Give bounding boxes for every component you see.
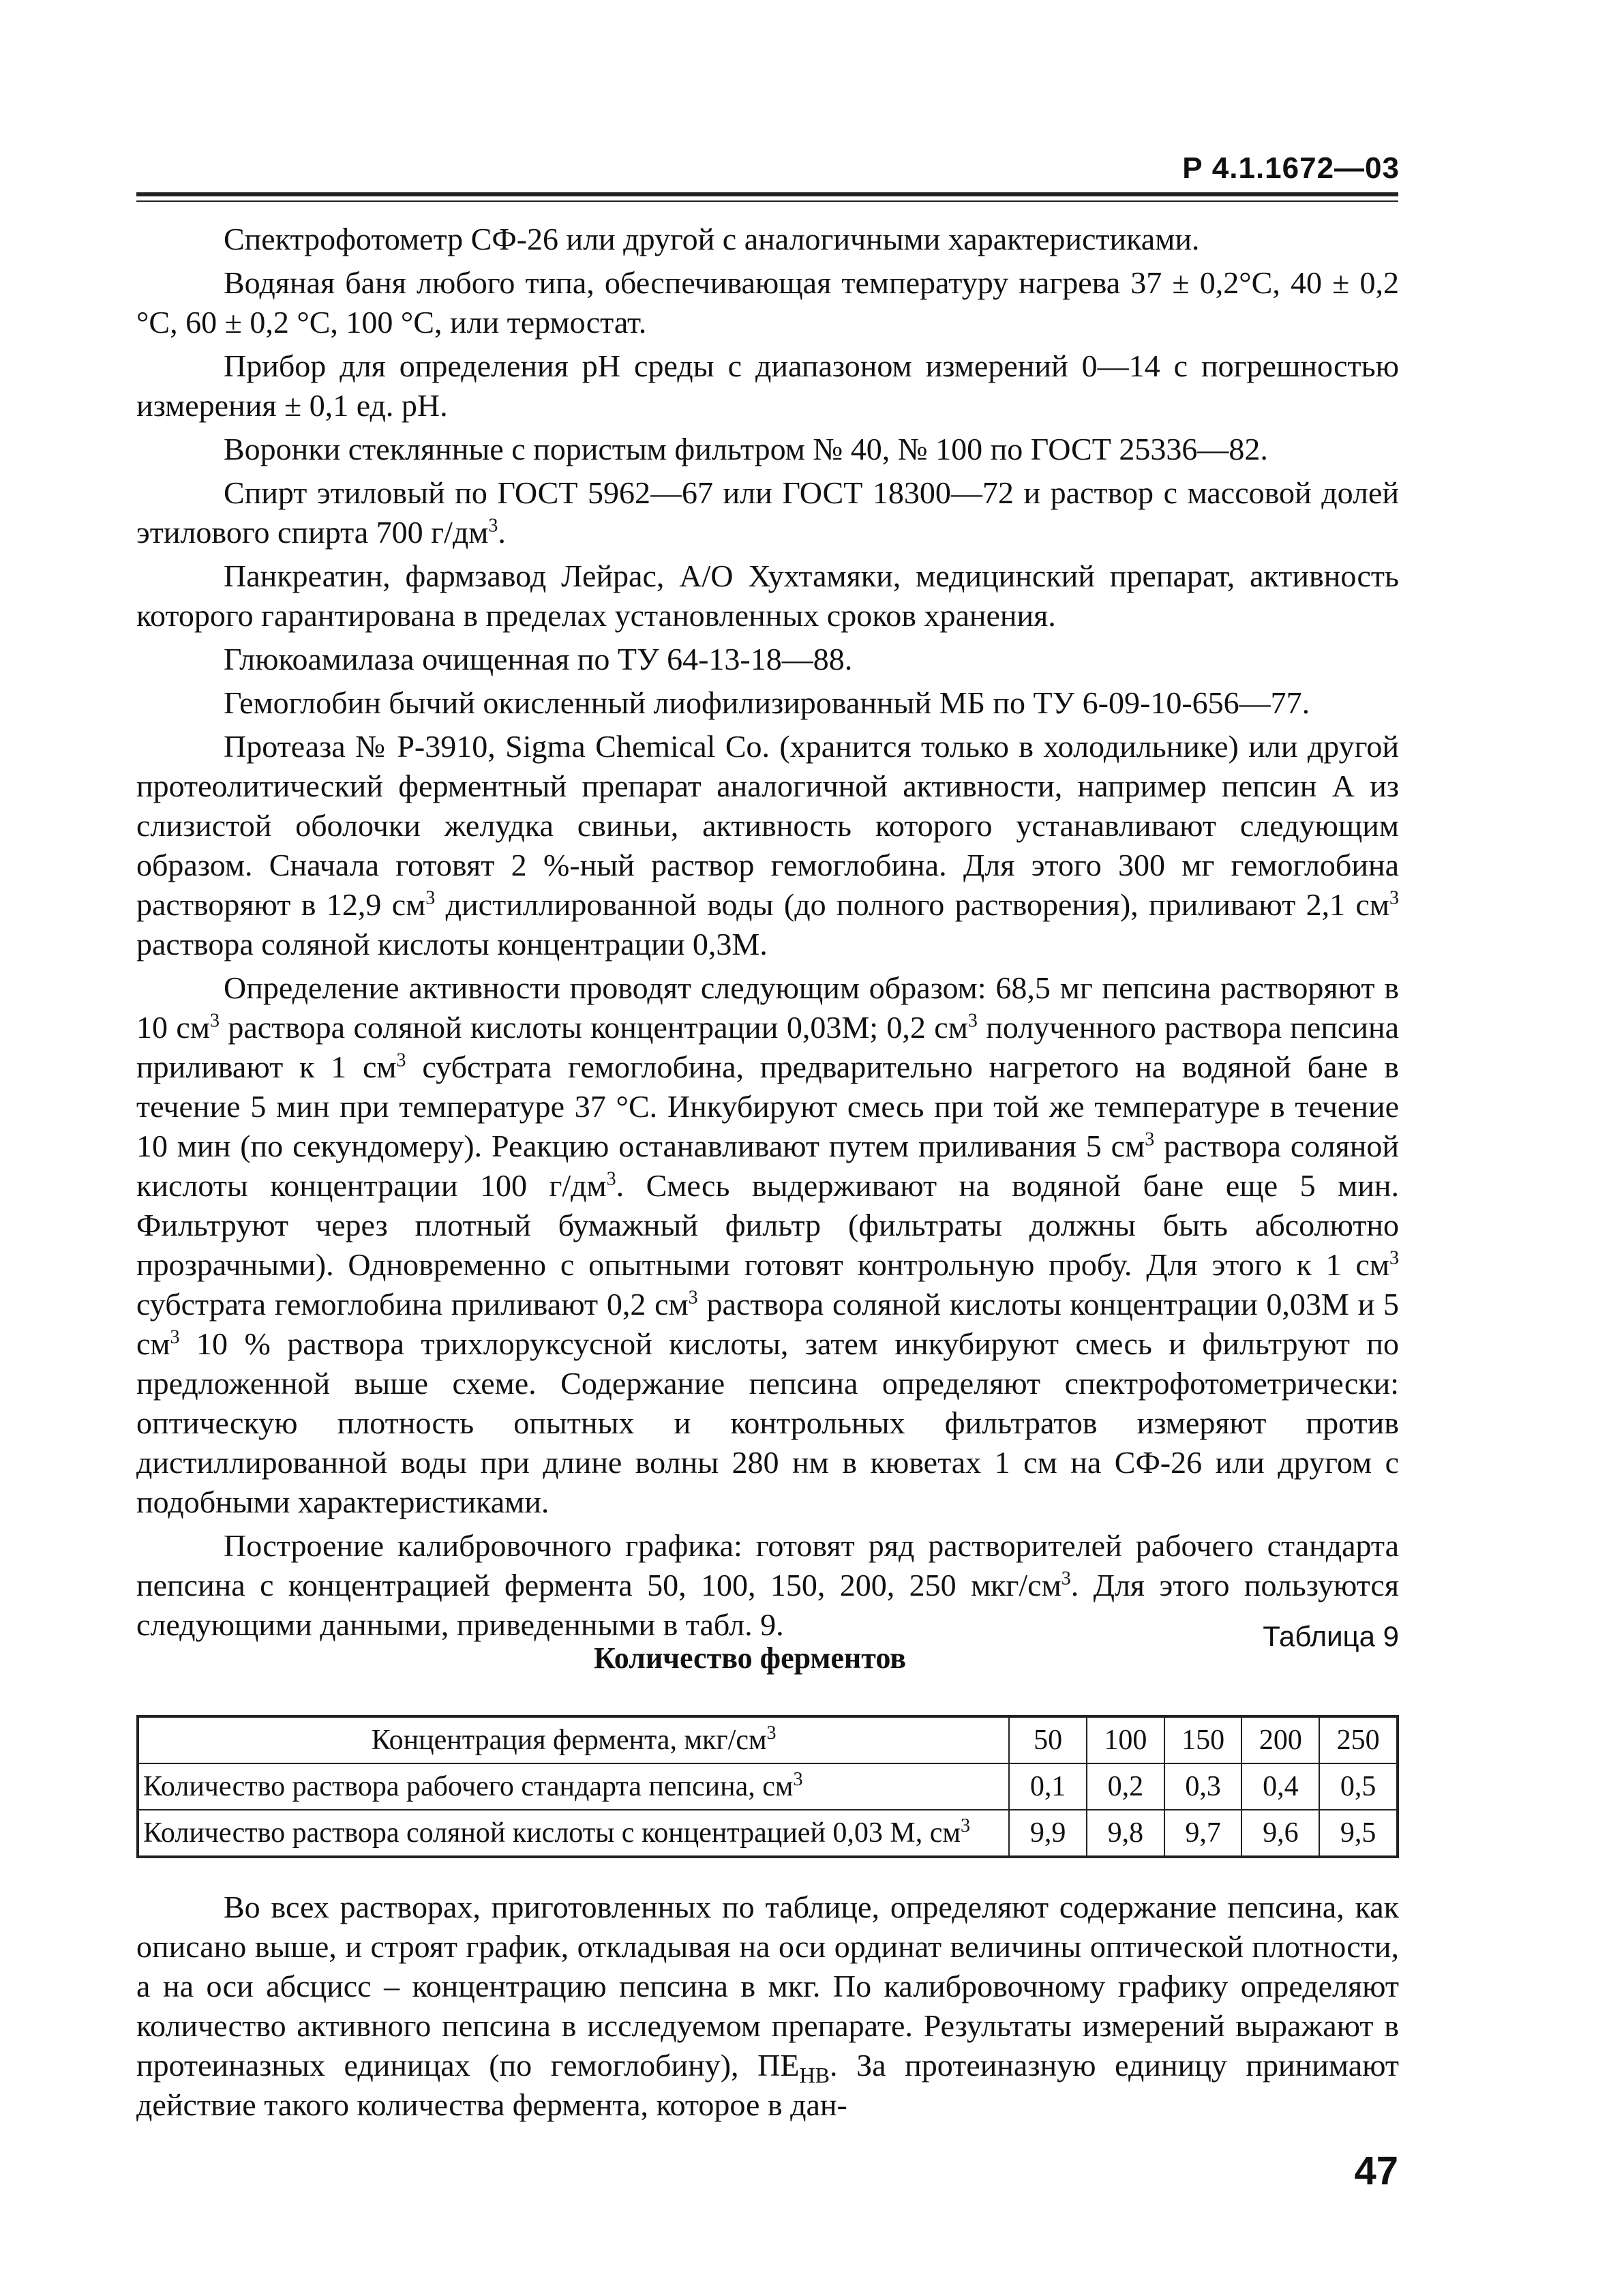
table-cell: 9,8 <box>1087 1810 1164 1857</box>
table-cell-label: Концентрация фермента, мкг/$см^3$ <box>138 1716 1009 1763</box>
table-row <box>138 1763 1398 1810</box>
table-number: Таблица 9 <box>1263 1620 1399 1652</box>
table-cell: 50 <box>1009 1716 1087 1763</box>
paragraph-pancreatin: Панкреатин, фармзавод Лейрас, А/О Хухтамяки, медицинский препарат, активность которого гарантирована в пределах установленных сроков хранения. <box>136 558 1399 633</box>
table-cell: 9,6 <box>1241 1810 1319 1857</box>
table-cell: 0,3 <box>1164 1763 1242 1810</box>
table-row <box>138 1716 1398 1763</box>
enzyme-table <box>136 1715 1399 1858</box>
body-text-after-table <box>136 1888 1399 2129</box>
table-cell: 100 <box>1087 1716 1164 1763</box>
table-cell: 150 <box>1164 1716 1242 1763</box>
table-cell: 200 <box>1241 1716 1319 1763</box>
table-cell: 9,7 <box>1164 1810 1242 1857</box>
table-row <box>138 1810 1398 1857</box>
table-cell: 0,4 <box>1241 1763 1319 1810</box>
page-number: 47 <box>1354 2149 1398 2193</box>
paragraph-glucoamylase: Глюкоамилаза очищенная по ТУ 64-13-18—88. <box>224 642 853 676</box>
paragraph-protease: Протеаза № Р-3910, Sigma Chemical Co. (хранится только в холодильнике) или другой протеолитический ферментный препарат аналогичной активности, например пепсин А из слизистой оболочки желудка свиньи, активность которого устанавливают следующим образом. Сначала готовят 2 %-ный раствор гемоглобина. Для этого 300 мг гемоглобина растворяют в 12,9 $см^3$ дистиллированной воды (до полного растворения), приливают 2,1 $см^3$ раствора соляной кислоты концентрации 0,3М. <box>136 729 1400 961</box>
table-cell: 0,5 <box>1319 1763 1398 1810</box>
paragraph-hemoglobin: Гемоглобин бычий окисленный лиофилизированный МБ по ТУ 6-09-10-656—77. <box>224 685 1310 720</box>
header-rule-thick <box>136 192 1398 196</box>
paragraph-results: Во всех растворах, приготовленных по таблице, определяют содержание пепсина, как описано выше, и строят график, откладывая на оси ординат величины оптической плотности, а на оси абсцисс – концентрацию пепсина в мкг. По калибровочному графику определяют количество активного пепсина в исследуемом препарате. Результаты измерений выражают в протеиназных единицах (по гемоглобину), $ПЕ_{НВ}$. За протеиназную единицу принимают действие такого количества фермента, которое в дан- <box>136 1890 1399 2122</box>
paragraph-water-bath: Водяная баня любого типа, обеспечивающая температуру нагрева 37 ± 0,2°С, 40 ± 0,2 °С, 60 ± 0,2 °С, 100 °С, или термостат. <box>136 265 1399 340</box>
paragraph-ph-meter: Прибор для определения pH среды с диапазоном измерений 0—14 с погрешностью измерения ± 0,1 ед. pH. <box>136 348 1399 423</box>
header-rule-thin <box>136 200 1398 202</box>
table-title: Количество ферментов <box>594 1641 906 1675</box>
table-cell: 9,9 <box>1009 1810 1087 1857</box>
table-cell: 9,5 <box>1319 1810 1398 1857</box>
table-cell-label: Количество раствора рабочего стандарта пепсина, $см^3$ <box>138 1763 1009 1810</box>
paragraph-calibration: Построение калибровочного графика: готовят ряд растворителей рабочего стандарта пепсина с концентрацией фермента 50, 100, 150, 200, 250 мкг/$см^3$. Для этого пользуются следующими данными, приведенными в табл. 9. <box>136 1528 1399 1642</box>
paragraph-funnels: Воронки стеклянные с пористым фильтром № 40, № 100 по ГОСТ 25336—82. <box>224 432 1268 466</box>
document-code: Р 4.1.1672—03 <box>1182 151 1400 185</box>
table-cell-label: Количество раствора соляной кислоты с концентрацией 0,03 М, $см^3$ <box>138 1810 1009 1857</box>
table-cell: 250 <box>1319 1716 1398 1763</box>
table-cell: 0,2 <box>1087 1763 1164 1810</box>
table-cell: 0,1 <box>1009 1763 1087 1810</box>
paragraph-activity: Определение активности проводят следующим образом: 68,5 мг пепсина растворяют в 10 $см^3$ раствора соляной кислоты концентрации 0,03М; 0,2 $см^3$ полученного раствора пепсина приливают к 1 $см^3$ субстрата гемоглобина, предварительно нагретого на водяной бане в течение 5 мин при температуре 37 °С. Инкубируют смесь при той же температуре в течение 10 мин (по секундомеру). Реакцию останавливают путем приливания 5 $см^3$ раствора соляной кислоты концентрации 100 $г/дм^3$. Смесь выдерживают на водяной бане еще 5 мин. Фильтруют через плотный бумажный фильтр (фильтраты должны быть абсолютно прозрачными). Одновременно с опытными готовят контрольную пробу. Для этого к 1 $см^3$ субстрата гемоглобина приливают 0,2 $см^3$ раствора соляной кислоты концентрации 0,03М и 5 $см^3$ 10 % раствора трихлоруксусной кислоты, затем инкубируют смесь и фильтруют по предложенной выше схеме. Содержание пепсина определяют спектрофотометрически: оптическую плотность опытных и контрольных фильтратов измеряют против дистиллированной воды при длине волны 280 нм в кюветах 1 см на СФ-26 или другом с подобными характеристиками. <box>136 970 1400 1519</box>
body-text <box>136 220 1399 1649</box>
paragraph-spectrophotometer: Спектрофотометр СФ-26 или другой с аналогичными характеристиками. <box>224 222 1200 256</box>
paragraph-ethanol: Спирт этиловый по ГОСТ 5962—67 или ГОСТ 18300—72 и раствор с массовой долей этилового спирта 700 $г/дм^3$. <box>136 475 1399 550</box>
